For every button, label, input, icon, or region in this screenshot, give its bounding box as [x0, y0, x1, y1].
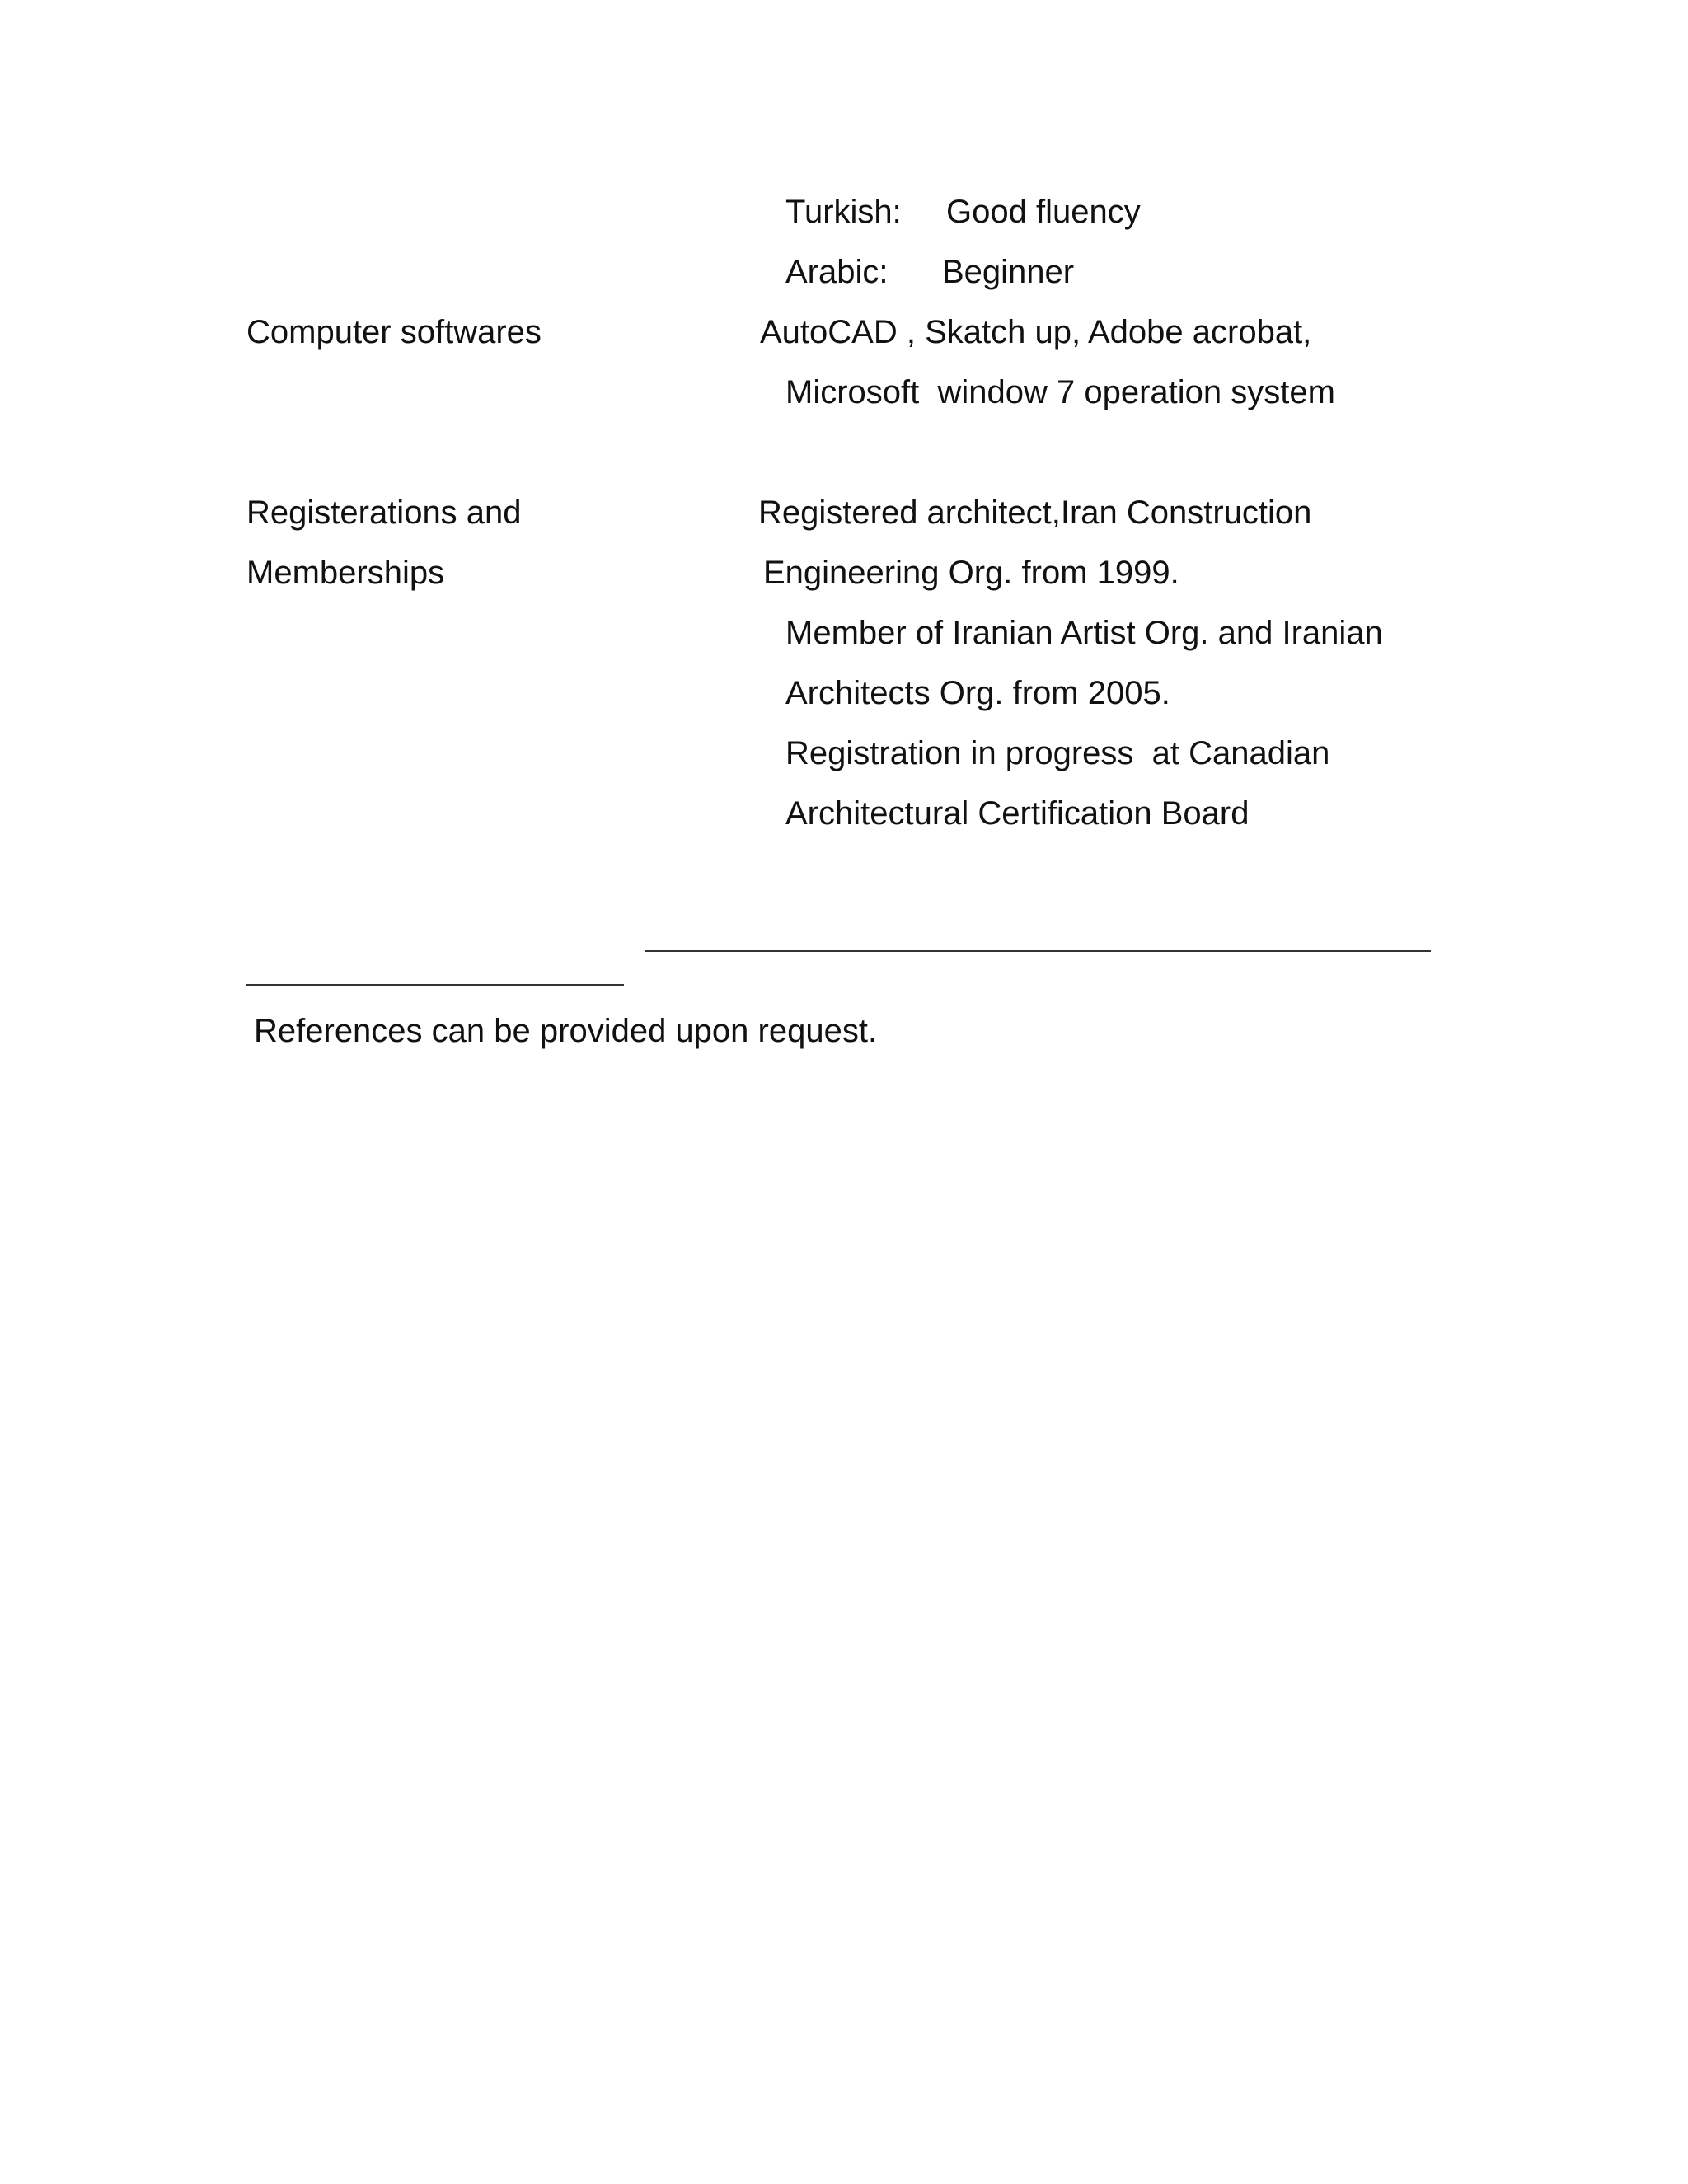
- divider-line: [246, 984, 624, 986]
- language-turkish-level: Good fluency: [946, 194, 1141, 230]
- references-note: References can be provided upon request.: [254, 1013, 878, 1049]
- registrations-heading: Registerations and: [246, 494, 522, 531]
- registration-line: Architects Org. from 2005.: [785, 675, 1170, 711]
- registrations-heading: Memberships: [246, 555, 445, 591]
- registration-line: Registration in progress at Canadian: [785, 735, 1330, 771]
- software-line: AutoCAD , Skatch up, Adobe acrobat,: [760, 314, 1312, 350]
- language-arabic-label: Arabic:: [785, 254, 889, 290]
- language-turkish-label: Turkish:: [785, 194, 902, 230]
- language-arabic-level: Beginner: [942, 254, 1075, 290]
- software-line: Microsoft window 7 operation system: [785, 374, 1335, 410]
- registration-line: Member of Iranian Artist Org. and Iranian: [785, 615, 1383, 651]
- computer-softwares-heading: Computer softwares: [246, 314, 542, 350]
- registration-line: Engineering Org. from 1999.: [763, 555, 1179, 591]
- registration-line: Registered architect,Iran Construction: [758, 494, 1312, 531]
- divider-line: [645, 950, 1431, 952]
- registration-line: Architectural Certification Board: [785, 795, 1250, 832]
